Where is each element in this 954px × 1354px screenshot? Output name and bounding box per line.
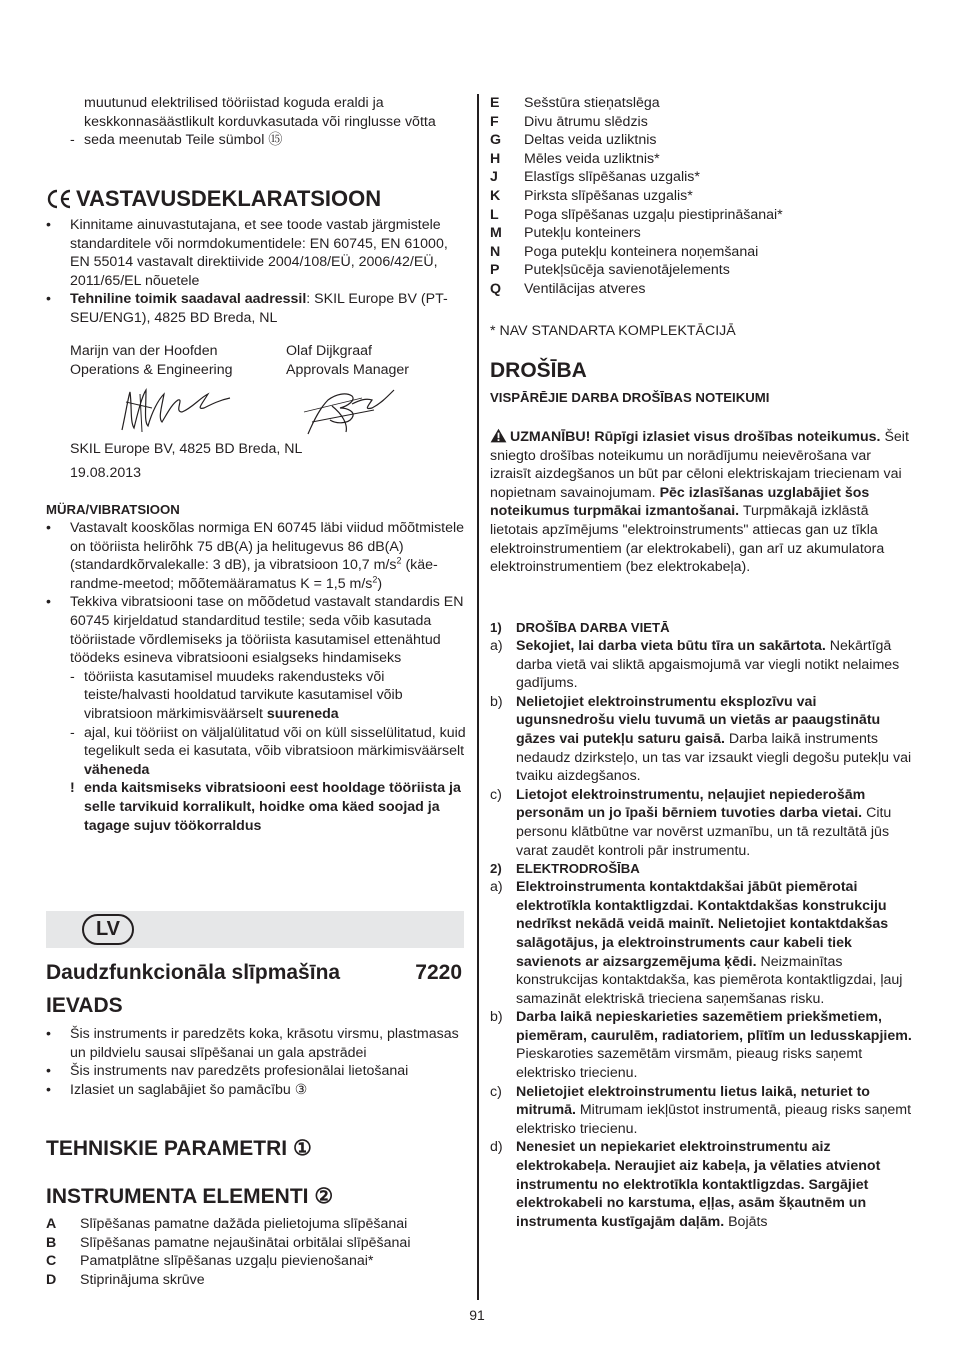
- list-item: • Šis instruments nav paredzēts profesionālai lietošanai: [46, 1063, 409, 1080]
- list-item: H Mēles veida uzliktnis*: [490, 150, 660, 167]
- intro-dash-text: seda meenutab Teile sümbol ⑮: [84, 132, 283, 149]
- list-item: a) Sekojiet, lai darba vieta būtu tīra un sakārtota. Nekārtīgā darba vietā vai sliktā apgaismojumā var viegli notikt nelaimes gadījums.: [490, 638, 900, 692]
- list-item: c) Lietojot elektroinstrumentu, neļaujiet nepiederošām personām un jo īpaši bērniem tuvoties darba vietai. Citu personu klātbūtne var novērst uzmanību, un tā rezultātā jūs varat zaudēt kontroli pār instrumentu.: [490, 786, 892, 859]
- list-item: M Putekļu konteiners: [490, 225, 641, 242]
- list-item: • Tekkiva vibratsiooni tase on mõõdetud vastavalt standardis EN 60745 kirjeldatud standarditud testile; seda võib kasutada tööriistade võrdlemiseks ja tööriista kasutamisel ettenähtud töödeks esineva vibratsiooni esialgseks hindamiseks: [46, 594, 464, 667]
- warning-paragraph: UZMANĪBU! Rūpīgi izlasiet visus drošības noteikumus. Šeit sniegto drošības noteikumu un norādījumu neievērošana var izraisīt aizdegšanos un būt par cēloni elektriskajam triecienam vai nopietnam savainojumam. Pēc izlasīšanas uzglabājiet šos noteikumus turpmākai izmantošanai. Turpmākajā izklāstā lietotais apzīmējums "elektroinstruments" attiecas gan uz tīkla elektroinstrumentiem (ar elektrokabeli), gan arī uz akumulatora elektroinstrumentiem (bez elektrokabeļa).: [490, 429, 909, 576]
- list-item: - tööriista kasutamisel muudeks rakendusteks või teiste/halvasti hooldatud tarvikute kasutamisel võib vibratsioon märkimisväärselt suureneda: [70, 668, 403, 722]
- ievads-list: [46, 1025, 466, 1099]
- page-number: 91: [469, 1307, 485, 1323]
- list-item: • Vastavalt kooskõlas normiga EN 60745 läbi viidud mõõtmistele on tööriista helirõhk 75 dB(A) ja helitugevus 86 dB(A) (standardkõrvalekalle: 3 dB), ja vibratsioon 10,7 $m/s^2$ (käe-randme-meetod; mõõtemääramatus K = 1,5 $m/s^2$): [46, 520, 465, 592]
- elements-list-right: [490, 94, 912, 299]
- list-item: a) Elektroinstrumenta kontaktdakšai jābūt piemērotai elektrotīkla kontaktligzdai. Kontaktdakšas konstrukciju nedrīkst nekādā veidā mainīt. Nelietojiet kontaktdakšas salāgotājus, ja elektroinstruments caur kabeli tiek savienots ar aizsargzemējuma ķēdi. Neizmainītas konstrukcijas kontaktdakša, kas piemērota kontaktligzdai, ļauj samazināt elektriskā trieciena saņemšanas risku.: [490, 879, 903, 1007]
- list-item: G Deltas veida uzliktnis: [490, 132, 657, 149]
- elements-list-left: [46, 1215, 466, 1289]
- section-heading: 1) DROŠĪBA DARBA VIETĀ: [490, 620, 670, 635]
- product-name: Daudzfunkcionāla slīpmašīna: [46, 961, 341, 984]
- company-block: [46, 440, 466, 482]
- safety-heading: DROŠĪBA: [490, 359, 587, 382]
- signature-1-image: [112, 382, 242, 438]
- list-item: N Poga putekļu konteinera noņemšanai: [490, 243, 759, 260]
- not-standard-note: * NAV STANDARTA KOMPLEKTĀCIJĀ: [490, 323, 736, 339]
- ievads-heading: IEVADS: [46, 994, 123, 1017]
- sig1-name: Marijn van der Hoofden: [70, 343, 218, 359]
- declaration-date: 19.08.2013: [70, 464, 142, 481]
- list-item: L Poga slīpēšanas uzgaļu piestiprināšanai*: [490, 206, 783, 223]
- list-item: A Slīpēšanas pamatne dažāda pielietojuma slīpēšanai: [46, 1216, 408, 1232]
- safety-sections: [490, 619, 912, 1231]
- sig2-name: Olaf Dijkgraaf: [286, 343, 372, 359]
- sig1-role: Operations & Engineering: [70, 361, 233, 378]
- tech-heading: TEHNISKIE PARAMETRI ①: [46, 1137, 312, 1160]
- list-item: J Elastīgs slīpēšanas uzgalis*: [490, 169, 700, 186]
- list-item: E Sešstūra stieņatslēga: [490, 95, 660, 111]
- list-item: c) Nelietojiet elektroinstrumentu lietus laikā, neturiet to mitrumā. Mitrumam iekļūstot instrumentā, pieaug risks saņemt elektrisko triecienu.: [490, 1083, 912, 1137]
- list-item: D Stiprinājuma skrūve: [46, 1271, 205, 1288]
- decl-title: VASTAVUSDEKLARATSIOON: [76, 186, 382, 211]
- warning-triangle-icon: [490, 428, 507, 443]
- list-item: d) Nenesiet un nepiekariet elektroinstrumentu aiz elektrokabeļa. Neraujiet aiz kabeļa, ja vēlaties atvienot instrumentu no elektrotīkla kontaktligzdas. Sargājiet elektrokabeli no karstuma, eļļas, asām šķautnēm un instrumenta kustīgajām daļām. Bojāts: [490, 1139, 881, 1230]
- list-item: P Putekļsūcēja savienotājelements: [490, 262, 730, 279]
- decl-heading: [46, 186, 466, 212]
- list-item: • Kinnitame ainuvastutajana, et see toode vastab järgmistele standarditele või normdokumentidele: EN 60745, EN 61000, EN 55014 vastavalt direktiivide 2004/108/EÜ, 2006/42/EÜ, 2011/65/EL nõuetele: [46, 217, 448, 289]
- sig2-role: Approvals Manager: [286, 361, 410, 378]
- list-item: F Divu ātrumu slēdzis: [490, 113, 648, 130]
- list-item: C Pamatplātne slīpēšanas uzgaļu pievienošanai*: [46, 1253, 374, 1270]
- company-address: SKIL Europe BV, 4825 BD Breda, NL: [70, 441, 303, 457]
- noise-heading: MÜRA/VIBRATSIOON: [46, 502, 180, 517]
- list-item: ! enda kaitsmiseks vibratsiooni eest hooldage tööriista ja selle tarvikuid korralikult, hoidke oma käed soojad ja tagage sujuv töökorraldus: [70, 780, 461, 834]
- disposal-continuation: muutunud elektrilised tööriistad koguda eraldi ja keskkonnasäästlikult korduvkasutada või ringlusse võtta - seda meenutab Teile sümbol ⑮: [46, 94, 466, 150]
- language-bar: [46, 911, 464, 948]
- section-heading: 2) ELEKTRODROŠĪBA: [490, 861, 640, 877]
- product-heading: [46, 960, 466, 986]
- ce-mark-icon: [46, 189, 72, 209]
- signatories: [46, 342, 466, 379]
- list-item: Q Ventilācijas atveres: [490, 280, 646, 297]
- decl-list: [46, 216, 466, 328]
- signature-2-image: [302, 384, 402, 440]
- list-item: • Tehniline toimik saadaval aadressil: SKIL Europe BV (PT-SEU/ENG1), 4825 BD Breda, NL: [46, 291, 448, 326]
- product-model: 7220: [415, 961, 462, 984]
- list-item: - ajal, kui tööriist on väljalülitatud või on küll sisselülitatud, kuid tegelikult seda ei kasutata, võib vibratsioon märkimisväärselt väheneda: [70, 724, 466, 778]
- elements-heading: INSTRUMENTA ELEMENTI ②: [46, 1185, 334, 1208]
- list-item: b) Darba laikā nepieskarieties sazemētiem priekšmetiem, piemēram, caurulēm, radiatoriem, plītīm un ledusskapjiem. Pieskaroties sazemētām virsmām, pieaug risks saņemt elektrisko triecienu.: [490, 1009, 912, 1082]
- list-item: B Slīpēšanas pamatne nejaušinātai orbitālai slīpēšanai: [46, 1234, 411, 1251]
- noise-list: [46, 519, 466, 835]
- list-item: K Pirksta slīpēšanas uzgalis*: [490, 187, 693, 204]
- list-item: • Izlasiet un saglabājiet šo pamācību ③: [46, 1081, 308, 1098]
- list-item: b) Nelietojiet elektroinstrumentu eksplozīvu vai ugunsnedrošu vielu tuvumā un vietās ar paaugstinātu gāzes vai putekļu saturu gaisā. Darba laikā instruments nedaudz dzirksteļo, un tas var izsaukt viegli degošu putekļu vai tvaiku aizdegšanos.: [490, 693, 912, 785]
- list-item: • Šis instruments ir paredzēts koka, krāsotu virsmu, plastmasas un pildvielu sausai slīpēšanai un gala apstrādei: [46, 1026, 459, 1061]
- general-rules-heading: VISPĀRĒJIE DARBA DROŠĪBAS NOTEIKUMI: [490, 390, 770, 405]
- intro-cont-text: muutunud elektrilised tööriistad koguda eraldi ja keskkonnasäästlikult korduvkasutada või ringlusse võtta: [84, 95, 436, 130]
- column-divider: [477, 94, 479, 1300]
- language-badge: LV: [82, 914, 134, 945]
